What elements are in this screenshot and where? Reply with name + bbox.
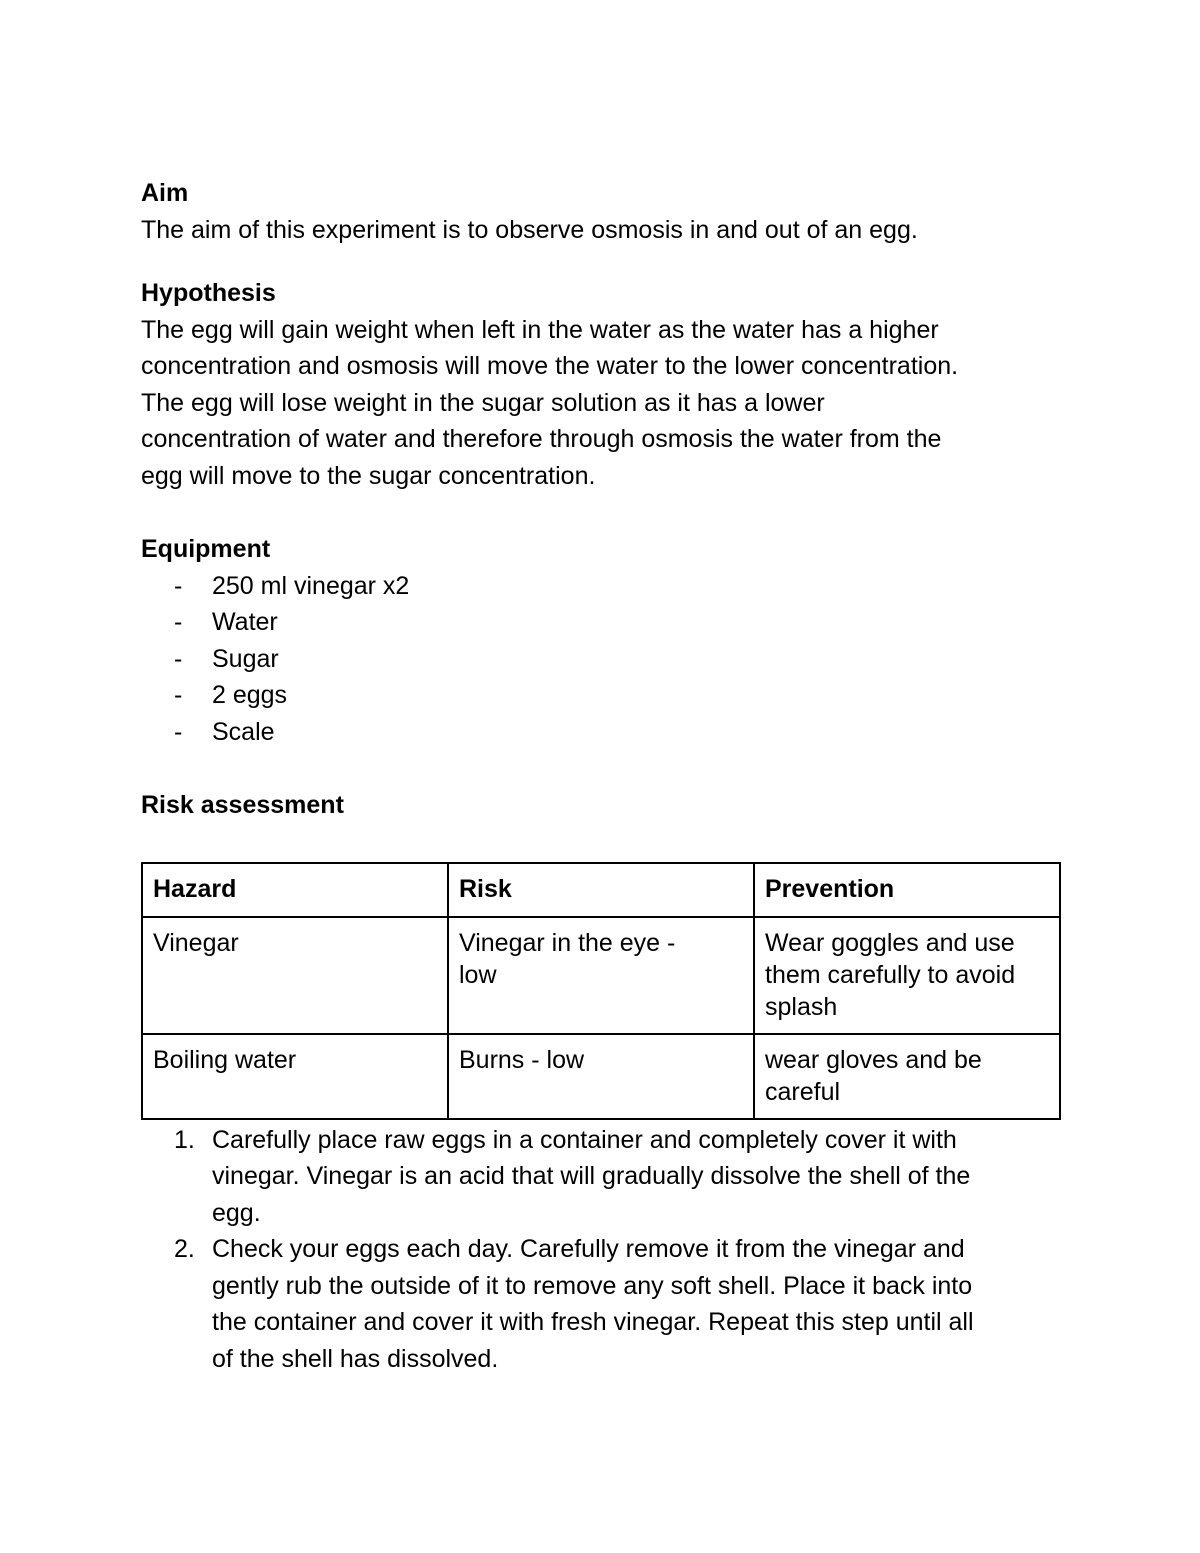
list-item — [141, 641, 1061, 678]
dash-bullet: - — [174, 644, 183, 673]
cell-text: Vinegar — [153, 928, 239, 957]
spacer — [141, 494, 1061, 531]
hypothesis-heading: Hypothesis — [141, 279, 276, 307]
hypothesis-line: The egg will gain weight when left in the water as the water has a higher — [141, 315, 939, 344]
cell-text: Boiling water — [153, 1045, 297, 1074]
list-item — [141, 1231, 1061, 1377]
list-item — [141, 1122, 1061, 1232]
list-item — [141, 604, 1061, 641]
column-header-hazard: Hazard — [142, 863, 448, 917]
equipment-item: 2 eggs — [212, 681, 288, 709]
spacer — [141, 248, 1061, 275]
cell-text: wear gloves and be — [765, 1045, 982, 1074]
cell-text: low — [459, 960, 497, 989]
step-line: vinegar. Vinegar is an acid that will gradually dissolve the shell of the — [212, 1162, 971, 1190]
step-number: 2. — [174, 1235, 195, 1263]
hazard-cell — [142, 917, 448, 1034]
equipment-item: 250 ml vinegar x2 — [212, 571, 410, 600]
hypothesis-line: The egg will lose weight in the sugar solution as it has a lower — [141, 388, 825, 417]
method-steps-list — [141, 1122, 1061, 1378]
aim-text: The aim of this experiment is to observe osmosis in and out of an egg. — [141, 215, 918, 244]
equipment-item: Scale — [212, 717, 275, 746]
step-line: of the shell has dissolved. — [212, 1344, 499, 1373]
hypothesis-text — [141, 312, 1061, 495]
column-header-risk: Risk — [448, 863, 754, 917]
column-header-prevention: Prevention — [754, 863, 1060, 917]
step-line: Carefully place raw eggs in a container and completely cover it with — [212, 1125, 957, 1154]
cell-text: them carefully to avoid — [765, 960, 1016, 989]
list-item — [141, 677, 1061, 714]
risk-assessment-table — [141, 862, 1061, 1120]
list-item — [141, 568, 1061, 605]
cell-text: splash — [765, 992, 838, 1021]
cell-text: Wear goggles and use — [765, 928, 1015, 957]
table-row — [142, 917, 1060, 1034]
table-row — [142, 1034, 1060, 1119]
table-header-row — [142, 863, 1060, 917]
prevention-cell — [754, 1034, 1060, 1119]
step-line: the container and cover it with fresh vinegar. Repeat this step until all — [212, 1308, 974, 1336]
dash-bullet: - — [174, 717, 183, 746]
risk-cell — [448, 917, 754, 1034]
prevention-cell — [754, 917, 1060, 1034]
hypothesis-line: concentration and osmosis will move the water to the lower concentration. — [141, 352, 959, 380]
dash-bullet: - — [174, 608, 183, 636]
spacer — [141, 750, 1061, 787]
cell-text: Burns - low — [459, 1045, 585, 1074]
step-line: Check your eggs each day. Carefully remove it from the vinegar and — [212, 1235, 965, 1263]
aim-heading: Aim — [141, 179, 189, 207]
cell-text: Vinegar in the eye - — [459, 928, 676, 957]
risk-assessment-heading: Risk assessment — [141, 791, 344, 819]
step-line: gently rub the outside of it to remove any soft shell. Place it back into — [212, 1271, 973, 1300]
risk-cell — [448, 1034, 754, 1119]
cell-text: careful — [765, 1077, 841, 1106]
dash-bullet: - — [174, 681, 183, 709]
equipment-list — [141, 568, 1061, 751]
hypothesis-line: concentration of water and therefore through osmosis the water from the — [141, 425, 942, 453]
hazard-cell — [142, 1034, 448, 1119]
step-line: egg. — [212, 1198, 261, 1227]
equipment-item: Sugar — [212, 644, 279, 673]
list-item — [141, 714, 1061, 751]
document-page — [141, 175, 1061, 1377]
dash-bullet: - — [174, 571, 183, 600]
step-number: 1. — [174, 1125, 195, 1154]
equipment-heading: Equipment — [141, 535, 271, 563]
equipment-item: Water — [212, 608, 278, 636]
hypothesis-line: egg will move to the sugar concentration. — [141, 461, 596, 490]
